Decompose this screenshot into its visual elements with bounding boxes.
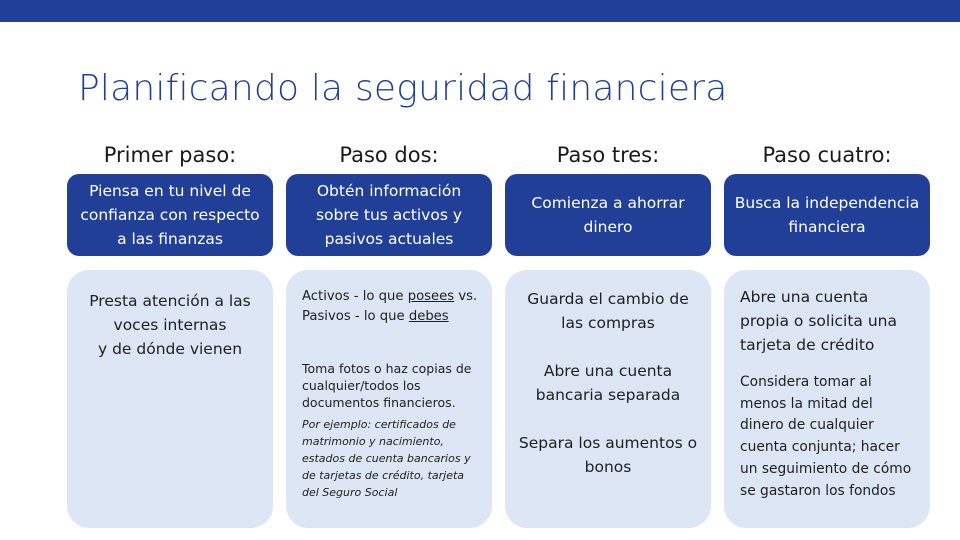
step-box [286, 174, 492, 256]
detail-line: Separa los aumentos o bonos [518, 434, 698, 476]
column-header: Paso dos: [339, 143, 439, 167]
step-box [724, 174, 930, 256]
column-header: Primer paso: [103, 143, 237, 167]
column-header: Paso cuatro: [762, 143, 892, 167]
column-header: Paso tres: [556, 143, 660, 167]
underlined-word: posees [407, 289, 455, 304]
detail-box [724, 270, 930, 528]
detail-box [286, 270, 492, 528]
detail-line: Abre una cuenta propia o solicita una tarjeta de crédito [740, 288, 897, 354]
detail-line: Guarda el cambio de las compras [527, 290, 689, 332]
step-text: Piensa en tu nivel de confianza con respecto a las finanzas [80, 182, 260, 248]
step-text: Obtén información sobre tus activos y pasivos actuales [315, 182, 463, 248]
step-box [67, 174, 273, 256]
detail-text [73, 289, 267, 361]
detail-line: Abre una cuenta bancaria separada [535, 362, 681, 404]
detail-line: Presta atención a las voces internas [89, 292, 251, 334]
step-text: Comienza a ahorrar dinero [531, 194, 685, 236]
photos-text: Toma fotos o haz copias de cualquier/todos los documentos financieros. [302, 361, 472, 410]
example-text: Por ejemplo: certificados de matrimonio y nacimiento, estados de cuenta bancarios y de tarjetas de crédito, tarjeta del Seguro Social [302, 418, 471, 499]
detail-box [67, 270, 273, 528]
underlined-word: debes [408, 309, 449, 324]
assets-liabilities-text: Activos - lo que posees vs. Pasivos - lo que debes [302, 289, 478, 324]
detail-line: Considera tomar al menos la mitad del dinero de cualquier cuenta conjunta; hacer un seguimiento de cómo se gastaron los fondos [740, 374, 912, 499]
page-title: Planificando la seguridad financiera [78, 68, 728, 109]
top-accent-bar [0, 0, 960, 22]
step-box [505, 174, 711, 256]
step-text: Busca la independencia financiera [734, 194, 920, 236]
detail-line: y de dónde vienen [97, 340, 243, 358]
detail-box [505, 270, 711, 528]
